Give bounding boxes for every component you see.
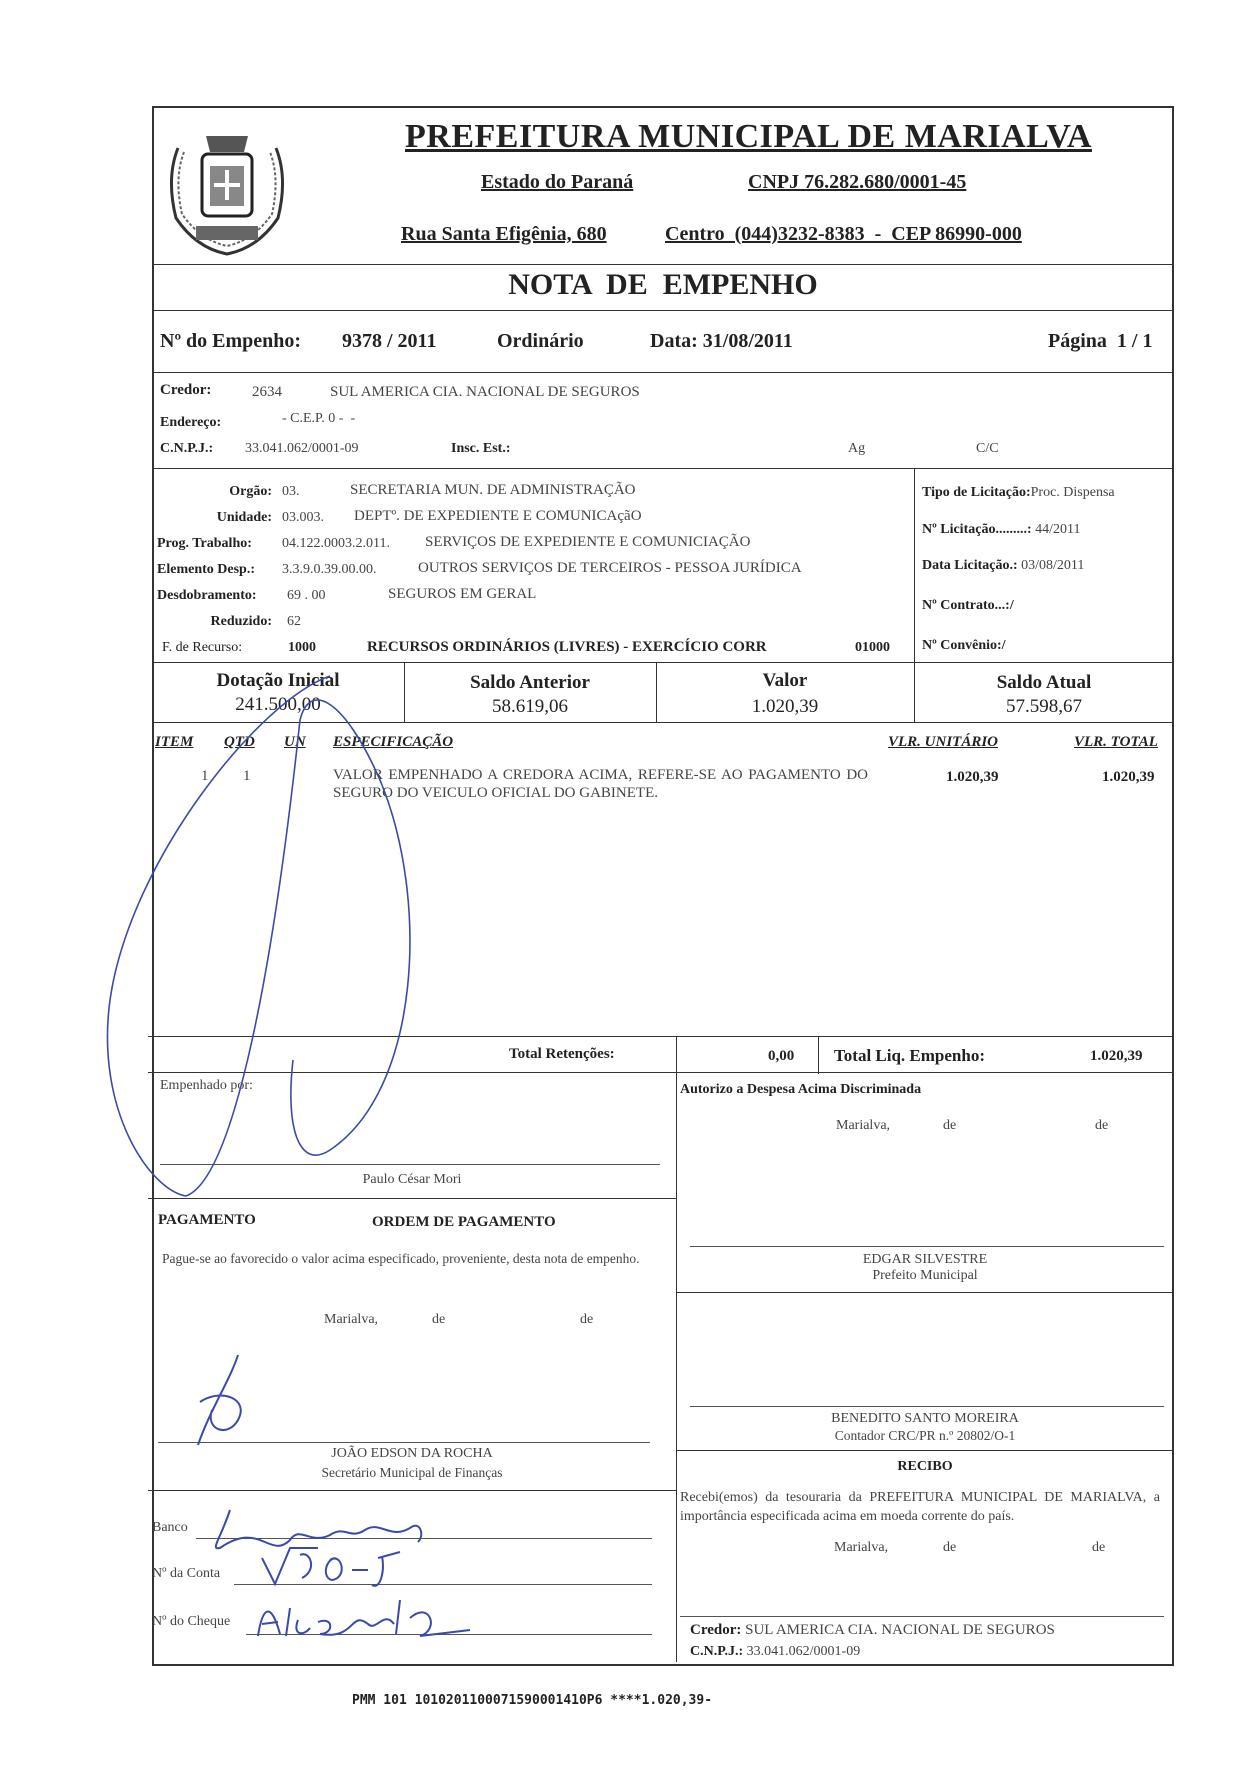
autorizo-city: Marialva,: [836, 1118, 891, 1133]
empenho-number: 9378 / 2011: [342, 330, 437, 352]
ink-initials: [198, 1355, 241, 1445]
item-number: 1: [201, 768, 209, 784]
saldo-atual-label: Saldo Atual: [996, 672, 1092, 693]
col-especificacao: ESPECIFICAÇÃO: [333, 734, 454, 750]
pagamento-de-1: de: [432, 1312, 446, 1327]
page-number: Página 1 / 1: [1048, 330, 1153, 352]
unidade-name: DEPTº. DE EXPEDIENTE E COMUNICAçãO: [354, 508, 642, 524]
credor-address: - C.E.P. 0 - -: [282, 411, 356, 426]
endereco-label: Endereço:: [160, 415, 222, 430]
ink-loop-signature: [107, 676, 409, 1196]
contrato-label: Nº Contrato...:/: [922, 598, 1014, 613]
unidade-label: Unidade:: [216, 510, 272, 525]
licitacao-tipo-label: Tipo de Licitação:: [922, 485, 1031, 500]
elem-label: Elemento Desp.:: [157, 562, 255, 577]
recibo-de-2: de: [1092, 1540, 1106, 1555]
total-liq-label: Total Liq. Empenho:: [834, 1046, 985, 1065]
contador-name: BENEDITO SANTO MOREIRA: [831, 1411, 1019, 1426]
prefeito-title: Prefeito Municipal: [872, 1268, 978, 1283]
orgao-label: Orgão:: [229, 484, 272, 499]
licitacao-num: 44/2011: [1035, 522, 1081, 537]
footer-code: PMM 101 1010201100071590001410P6 ****1.020,39-: [352, 1693, 713, 1708]
cheque-label: Nº do Cheque: [152, 1614, 231, 1629]
total-liq-empenho: 1.020,39: [1090, 1048, 1143, 1064]
org-contact: Centro (044)3232-8383 - CEP 86990-000: [665, 223, 1022, 245]
credor-label: Credor:: [160, 382, 212, 398]
reduz-value: 62: [287, 614, 301, 629]
cnpj-label: C.N.P.J.:: [160, 441, 214, 456]
credor-name: SUL AMERICA CIA. NACIONAL DE SEGUROS: [330, 384, 640, 400]
fonte-label: F. de Recurso:: [162, 640, 243, 655]
insc-label: Insc. Est.:: [451, 441, 511, 456]
recibo-credor: SUL AMERICA CIA. NACIONAL DE SEGUROS: [745, 1622, 1055, 1638]
fonte-code: 1000: [288, 640, 316, 655]
saldo-anterior-label: Saldo Anterior: [470, 672, 590, 693]
unidade-code: 03.003.: [282, 510, 324, 525]
saldo-anterior: 58.619,06: [492, 696, 568, 717]
autorizo-text: Autorizo a Despesa Acima Discriminada: [680, 1082, 922, 1097]
empenho-label: Nº do Empenho:: [160, 330, 302, 352]
ordem-pagamento-title: ORDEM DE PAGAMENTO: [372, 1214, 556, 1230]
conta-label: Nº da Conta: [152, 1566, 221, 1581]
org-name: PREFEITURA MUNICIPAL DE MARIALVA: [405, 118, 1092, 155]
empenho-date: Data: 31/08/2011: [650, 330, 793, 352]
doc-title: NOTA DE EMPENHO: [508, 268, 818, 301]
col-vlr-unitario: VLR. UNITÁRIO: [888, 734, 999, 750]
secretario-name: JOÃO EDSON DA ROCHA: [331, 1446, 493, 1461]
col-qtd: QTD: [224, 734, 255, 750]
state-name: Estado do Paraná: [481, 171, 634, 193]
valor-label: Valor: [762, 670, 808, 691]
fonte-name: RECURSOS ORDINÁRIOS (LIVRES) - EXERCÍCIO CORR: [367, 639, 767, 655]
reduz-label: Reduzido:: [210, 614, 272, 629]
pagamento-city: Marialva,: [324, 1312, 379, 1327]
org-cnpj: CNPJ 76.282.680/0001-45: [748, 171, 967, 193]
recibo-text: Recebi(emos) da tesouraria da PREFEITURA MUNICIPAL DE MARIALVA, a importância especificada acima em moeda corrente do país.: [680, 1490, 1160, 1524]
secretario-title: Secretário Municipal de Finanças: [321, 1465, 503, 1480]
pagamento-de-2: de: [580, 1312, 594, 1327]
pagamento-label: PAGAMENTO: [158, 1212, 256, 1228]
credor-cnpj: 33.041.062/0001-09: [245, 441, 359, 456]
prog-code: 04.122.0003.2.011.: [282, 536, 390, 551]
recibo-credor-label: Credor:: [690, 1622, 742, 1638]
desd-name: SEGUROS EM GERAL: [388, 586, 537, 602]
total-retencoes-label: Total Retenções:: [509, 1046, 615, 1062]
cc-label: C/C: [976, 441, 999, 456]
autorizo-de-2: de: [1095, 1118, 1109, 1133]
pagamento-text: Pague-se ao favorecido o valor acima especificado, proveniente, desta nota de empenho.: [162, 1251, 640, 1266]
prog-name: SERVIÇOS DE EXPEDIENTE E COMUNICIAÇÃO: [425, 534, 751, 550]
banco-label: Banco: [152, 1520, 188, 1535]
item-qtd: 1: [243, 768, 251, 784]
total-retencoes: 0,00: [768, 1048, 795, 1064]
org-address: Rua Santa Efigênia, 680: [401, 223, 607, 245]
contador-title: Contador CRC/PR n.º 20802/O-1: [834, 1428, 1016, 1443]
licitacao-data-label: Data Licitação.:: [922, 558, 1018, 573]
col-item: ITEM: [155, 734, 194, 750]
orgao-code: 03.: [282, 484, 300, 499]
recibo-title: RECIBO: [897, 1459, 953, 1474]
dotacao-inicial-label: Dotação Inicial: [216, 670, 340, 691]
valor: 1.020,39: [751, 696, 819, 717]
desd-code: 69 . 00: [287, 588, 326, 603]
saldo-atual: 57.598,67: [1006, 696, 1082, 717]
ink-cheque: [258, 1600, 470, 1636]
licitacao-num-label: Nº Licitação.........:: [922, 522, 1032, 537]
fonte-number: 01000: [855, 640, 890, 655]
licitacao-data: 03/08/2011: [1021, 558, 1085, 573]
ink-conta: [262, 1548, 400, 1586]
empenhado-name: Paulo César Mori: [362, 1172, 462, 1187]
credor-code: 2634: [252, 384, 282, 400]
licitacao-tipo: Proc. Dispensa: [1030, 485, 1115, 500]
item-vlr-total: 1.020,39: [1102, 769, 1155, 785]
recibo-cnpj: 33.041.062/0001-09: [746, 1644, 861, 1659]
ag-label: Ag: [848, 441, 866, 456]
col-un: UN: [284, 734, 306, 750]
orgao-name: SECRETARIA MUN. DE ADMINISTRAÇÃO: [350, 482, 636, 498]
col-vlr-total: VLR. TOTAL: [1074, 734, 1158, 750]
item-vlr-unitario: 1.020,39: [946, 769, 999, 785]
prog-label: Prog. Trabalho:: [157, 536, 252, 551]
recibo-cnpj-label: C.N.P.J.:: [690, 1644, 744, 1659]
empenho-type: Ordinário: [497, 330, 584, 352]
autorizo-de-1: de: [943, 1118, 957, 1133]
dotacao-inicial: 241.500,00: [235, 694, 321, 715]
elem-code: 3.3.9.0.39.00.00.: [282, 562, 377, 577]
empenhado-por-label: Empenhado por:: [160, 1078, 253, 1093]
item-especificacao: VALOR EMPENHADO A CREDORA ACIMA, REFERE-SE AO PAGAMENTO DO SEGURO DO VEICULO OFICIAL DO GABINETE.: [333, 767, 868, 801]
ink-banco: [216, 1510, 421, 1548]
elem-name: OUTROS SERVIÇOS DE TERCEIROS - PESSOA JURÍDICA: [418, 560, 802, 576]
convenio-label: Nº Convênio:/: [922, 638, 1006, 653]
recibo-de-1: de: [943, 1540, 957, 1555]
prefeito-name: EDGAR SILVESTRE: [862, 1252, 988, 1267]
recibo-city: Marialva,: [834, 1540, 889, 1555]
desd-label: Desdobramento:: [157, 588, 257, 603]
